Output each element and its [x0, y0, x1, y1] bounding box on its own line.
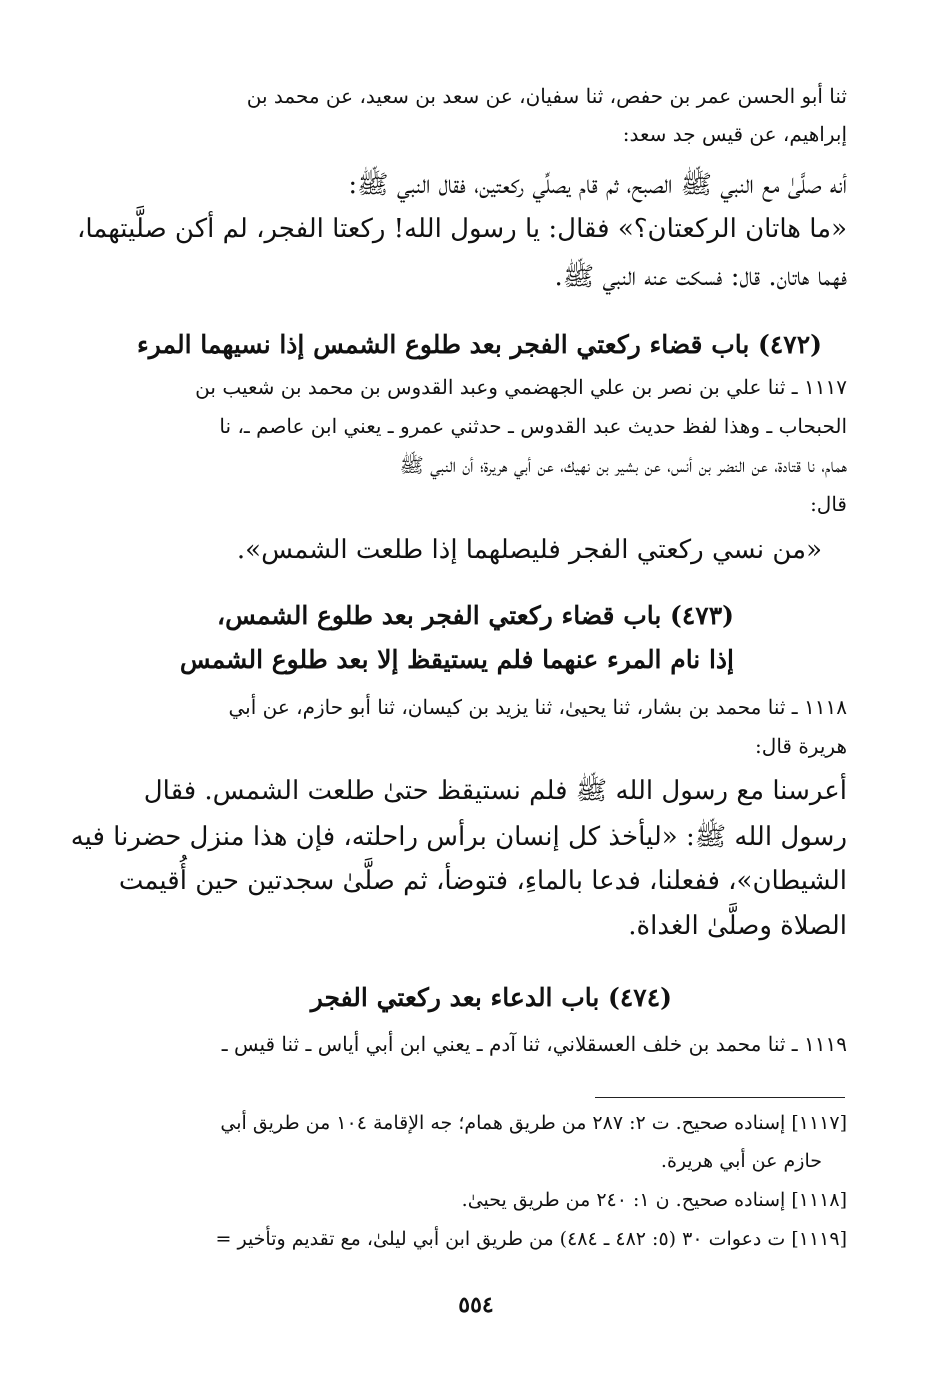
footnote-line: حازم عن أبي هريرة.	[660, 1150, 822, 1172]
hadith-text-line: الصلاة وصلَّىٰ الغداة.	[628, 911, 847, 941]
footnote-line: [١١١٩] ت دعوات ٣٠ (٥: ٤٨٢ ـ ٤٨٤) من طريق ابن أبي ليلىٰ، مع تقديم وتأخير =	[215, 1228, 847, 1250]
chapter-heading-472: (٤٧٢) باب قضاء ركعتي الفجر بعد طلوع الشمس إذا نسيهما المرء	[136, 330, 822, 359]
text-line: همام، نا قتادة، عن النضر بن أنس، عن بشير بن نهيك، عن أبي هريرة؛ أن النبي ﷺ	[399, 453, 847, 477]
hadith-text-line: أعرسنا مع رسول الله ﷺ فلم نستيقظ حتىٰ طلعت الشمس. فقال	[143, 776, 847, 806]
chapter-heading-473-continued: إذا نام المرء عنهما فلم يستيقظ إلا بعد طلوع الشمس	[179, 645, 734, 674]
hadith-text-line: فهما هاتان. قال: فسكت عنه النبي ﷺ.	[554, 262, 847, 292]
hadith-text-line: «ما هاتان الركعتان؟» فقال: يا رسول الله! ركعتا الفجر، لم أكن صلَّيتهما،	[76, 214, 847, 244]
text-line: ثنا أبو الحسن عمر بن حفص، ثنا سفيان، عن سعد بن سعيد، عن محمد بن	[246, 84, 847, 108]
hadith-text-line: الشيطان»، ففعلنا، فدعا بالماءِ، فتوضأ، ثم صلَّىٰ سجدتين حين أُقيمت	[118, 866, 847, 896]
hadith-text-line: «من نسي ركعتي الفجر فليصلهما إذا طلعت الشمس».	[236, 535, 822, 565]
text-line: ١١١٨ ـ ثنا محمد بن بشار، ثنا يحيىٰ، ثنا يزيد بن كيسان، ثنا أبو حازم، عن أبي	[228, 695, 847, 719]
footnote-line: [١١١٨] إسناده صحيح. ن ١: ٢٤٠ من طريق يحيىٰ.	[461, 1189, 847, 1211]
chapter-heading-474: (٤٧٤) باب الدعاء بعد ركعتي الفجر	[310, 983, 672, 1012]
text-line: هريرة قال:	[755, 734, 847, 758]
text-line: ١١١٩ ـ ثنا محمد بن خلف العسقلاني، ثنا آدم ـ يعني ابن أبي أياس ـ ثنا قيس ـ	[221, 1032, 847, 1056]
page-number: ٥٥٤	[458, 1292, 494, 1318]
chapter-heading-473: (٤٧٣) باب قضاء ركعتي الفجر بعد طلوع الشمس،	[217, 601, 734, 630]
text-line: قال:	[810, 492, 847, 516]
hadith-text-line: رسول الله ﷺ: «ليأخذ كل إنسان برأس راحلته، فإن هذا منزل حضرنا فيه	[70, 822, 847, 852]
text-line: ١١١٧ ـ ثنا علي بن نصر بن علي الجهضمي وعبد القدوس بن محمد بن شعيب بن	[195, 375, 847, 399]
hadith-text-line: أنه صلَّىٰ مع النبي ﷺ الصبح، ثم قام يصلِّي ركعتين، فقال النبي ﷺ:	[348, 170, 847, 200]
text-line: إبراهيم، عن قيس جد سعد:	[622, 122, 847, 146]
text-line: الحبحاب ـ وهذا لفظ حديث عبد القدوس ـ حدثني عمرو ـ يعني ابن عاصم ـ، نا	[219, 414, 847, 438]
footnote-line: [١١١٧] إسناده صحيح. ت ٢: ٢٨٧ من طريق همام؛ جه الإقامة ١٠٤ من طريق أبي	[220, 1112, 847, 1134]
footnote-divider	[595, 1097, 845, 1098]
